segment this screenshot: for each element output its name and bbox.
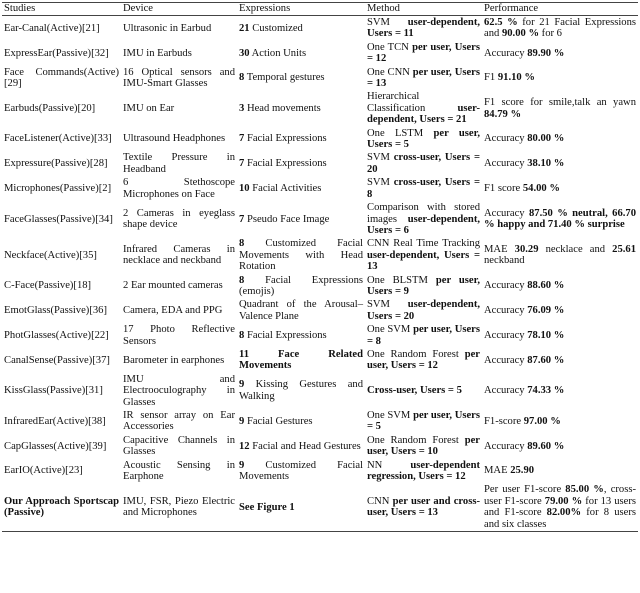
table-row [2, 16, 638, 41]
cell-device [121, 483, 237, 531]
text: Facial and Head Gestures [249, 440, 361, 452]
cell-performance [482, 16, 638, 41]
text: One SVM [367, 324, 414, 336]
header-expressions: Expressions [237, 3, 365, 16]
text: MAE [484, 244, 515, 256]
text: for 6 [539, 28, 562, 40]
bold-text: per user, Users = 9 [367, 274, 480, 297]
text: ExpressEar(Passive)[32] [4, 47, 109, 59]
text: Customized [249, 22, 303, 34]
cell-expressions [237, 373, 365, 409]
cell-method [365, 176, 482, 201]
cell-expressions [237, 16, 365, 41]
cell-performance [482, 323, 638, 348]
cell-studies [2, 348, 121, 373]
header-row [2, 3, 638, 16]
cell-performance [482, 151, 638, 176]
text: One Random Forest [367, 348, 465, 360]
text: Capacitive Channels in Glasses [123, 434, 235, 458]
bold-text: per user, Users = 5 [367, 127, 480, 151]
bold-text: cross-user, Users = 8 [367, 177, 480, 200]
text: EmotGlass(Passive)[36] [4, 305, 107, 317]
cell-studies [2, 323, 121, 348]
cell-device [121, 176, 237, 201]
cell-expressions [237, 151, 365, 176]
cell-device [121, 459, 237, 484]
text: Accuracy [484, 354, 528, 366]
bold-text: user-dependent, Users = 6 [367, 213, 480, 236]
text: 16 Optical sensors and IMU-Smart Glasses [123, 66, 235, 90]
table-row [2, 66, 638, 91]
text: Accuracy [484, 207, 529, 219]
bold-text: 8 [239, 238, 245, 250]
bold-text: 9 [239, 415, 245, 427]
text: Customized Facial Movements with Head Rotation [239, 238, 363, 273]
cell-expressions [237, 237, 365, 273]
cell-method [365, 459, 482, 484]
text: One TCN [367, 41, 413, 53]
cell-studies [2, 151, 121, 176]
bold-text: 74.33 % [527, 385, 565, 397]
text: One Random Forest [367, 434, 465, 446]
text: One LSTM [367, 127, 434, 139]
table-row [2, 298, 638, 323]
text: Facial Expressions (emojis) [239, 274, 363, 297]
bold-text: 11 Face Related Movements [239, 348, 363, 372]
bold-text: 90.00 % [501, 28, 540, 40]
cell-device [121, 127, 237, 152]
bold-text: 10 [239, 182, 250, 194]
cell-performance [482, 459, 638, 484]
cell-device [121, 434, 237, 459]
cell-studies [2, 274, 121, 299]
cell-method [365, 237, 482, 273]
text: Accuracy [484, 385, 528, 397]
text: 17 Photo Reflective Sensors [123, 324, 235, 347]
bold-text: per user, Users = 13 [367, 66, 480, 90]
bold-text: 76.09 % [527, 305, 565, 317]
text: C-Face(Passive)[18] [4, 280, 92, 292]
text: One BLSTM [367, 274, 436, 286]
cell-performance [482, 237, 638, 273]
cell-method [365, 16, 482, 41]
bold-text: 8 [239, 72, 245, 84]
table-body [2, 16, 638, 532]
bold-text: 8 [239, 329, 245, 341]
text: Ear-Canal(Active)[21] [4, 22, 100, 34]
text: necklace and [538, 244, 613, 256]
cell-method [365, 90, 482, 126]
bold-text: 38.10 % [527, 158, 565, 170]
text: IMU in Earbuds [123, 47, 192, 59]
table-row [2, 127, 638, 152]
text: CNN Real Time Tracking [367, 238, 480, 250]
bold-text: 79.00 % [544, 495, 583, 507]
bold-text: 7 [239, 158, 245, 170]
header-studies: Studies [2, 3, 121, 16]
cell-performance [482, 483, 638, 531]
bold-text: user-dependent, Users = 13 [367, 249, 480, 273]
text: , cross-user F1-score [484, 484, 636, 507]
bold-text: 30.29 [514, 244, 539, 256]
bold-text: 54.00 % [522, 182, 560, 194]
bold-text: user-dependent, Users = 11 [367, 17, 480, 40]
cell-device [121, 409, 237, 434]
cell-studies [2, 434, 121, 459]
bold-text: 25.90 [510, 465, 535, 477]
cell-performance [482, 176, 638, 201]
text: for 13 users and F1-score [484, 495, 636, 519]
text: Ultrasound Headphones [123, 133, 226, 145]
text: Infrared Cameras in necklace and neckband [123, 244, 235, 267]
text: 2 Ear mounted cameras [123, 280, 223, 292]
table-row [2, 151, 638, 176]
text: F1 score [484, 182, 523, 194]
text: Accuracy [484, 133, 528, 145]
comparison-table [2, 2, 638, 532]
bold-text: 9 [239, 379, 245, 391]
cell-device [121, 151, 237, 176]
bold-text: 8 [239, 274, 245, 286]
table-row [2, 434, 638, 459]
text: 2 Cameras in eyeglass shape device [123, 207, 235, 231]
cell-studies [2, 409, 121, 434]
bold-text: per user, Users = 5 [367, 410, 480, 433]
cell-studies [2, 127, 121, 152]
cell-method [365, 127, 482, 152]
bold-text: 88.60 % [527, 280, 565, 292]
table-row [2, 409, 638, 434]
text: 6 Stethoscope Microphones on Face [123, 177, 235, 200]
text: Customized Facial Movements [239, 459, 363, 483]
cell-method [365, 298, 482, 323]
cell-expressions [237, 274, 365, 299]
bold-text: 30 [239, 47, 250, 59]
bold-text: cross-user, Users = 20 [367, 152, 480, 175]
text: Accuracy [484, 305, 528, 317]
table-row [2, 176, 638, 201]
cell-studies [2, 16, 121, 41]
bold-text: 7 [239, 133, 245, 145]
text: CanalSense(Passive)[37] [4, 354, 110, 366]
cell-studies [2, 66, 121, 91]
bold-text: 9 [239, 459, 245, 471]
table-row [2, 373, 638, 409]
text: Accuracy [484, 440, 528, 452]
bold-text: user-dependent, Users = 21 [367, 102, 480, 126]
table-row [2, 201, 638, 237]
text: Facial Expressions [244, 133, 327, 145]
cell-expressions [237, 90, 365, 126]
cell-device [121, 323, 237, 348]
bold-text: 87.50 % neutral, 66.70 % happy and 71.40 % surprise [484, 207, 636, 231]
bold-text: Our Approach Sportscap (Passive) [4, 495, 119, 519]
text: CNN [367, 495, 393, 507]
text: SVM [367, 177, 394, 189]
bold-text: 91.10 % [497, 72, 535, 84]
text: Textile Pressure in Headband [123, 152, 235, 175]
cell-performance [482, 41, 638, 66]
text: IMU, FSR, Piezo Electric and Microphones [123, 495, 235, 519]
bold-text: 87.60 % [527, 354, 565, 366]
cell-studies [2, 90, 121, 126]
text: Accuracy [484, 158, 528, 170]
text: neckband [484, 255, 525, 267]
text: Neckface(Active)[35] [4, 249, 97, 261]
cell-method [365, 409, 482, 434]
cell-method [365, 373, 482, 409]
bold-text: 82.00% [546, 507, 582, 519]
bold-text: 78.10 % [527, 329, 565, 341]
bold-text: user-dependent, Users = 20 [367, 299, 480, 322]
cell-expressions [237, 41, 365, 66]
text: IR sensor array on Ear Accessories [123, 410, 235, 433]
cell-performance [482, 274, 638, 299]
table-row [2, 348, 638, 373]
cell-performance [482, 201, 638, 237]
table-row [2, 323, 638, 348]
cell-method [365, 348, 482, 373]
text: Barometer in earphones [123, 354, 225, 366]
cell-performance [482, 127, 638, 152]
cell-method [365, 41, 482, 66]
cell-method [365, 201, 482, 237]
text: Accuracy [484, 47, 528, 59]
bold-text: 7 [239, 213, 245, 225]
cell-expressions [237, 176, 365, 201]
text: Ultrasonic in Earbud [123, 22, 212, 34]
cell-performance [482, 298, 638, 323]
header-performance: Performance [482, 3, 638, 16]
cell-device [121, 90, 237, 126]
cell-performance [482, 409, 638, 434]
cell-device [121, 298, 237, 323]
table-row [2, 459, 638, 484]
text: FaceGlasses(Passive)[34] [4, 213, 113, 225]
cell-performance [482, 373, 638, 409]
cell-method [365, 66, 482, 91]
bold-text: 97.00 % [523, 415, 561, 427]
text: Facial Gestures [244, 415, 313, 427]
bold-text: 89.60 % [527, 440, 565, 452]
text: Facial Expressions [244, 158, 327, 170]
cell-device [121, 237, 237, 273]
cell-method [365, 434, 482, 459]
text: SVM [367, 299, 408, 311]
bold-text: 62.5 % [484, 17, 518, 28]
cell-method [365, 274, 482, 299]
bold-text: Cross-user, Users = 5 [367, 385, 462, 397]
bold-text: user-dependent regression, Users = 12 [367, 459, 480, 483]
text: for 8 users and six classes [484, 507, 636, 530]
text: SVM [367, 17, 408, 28]
text: Face Commands(Active)[29] [4, 66, 119, 90]
text: for 21 Facial Expressions and [484, 17, 637, 40]
text: IMU on Ear [123, 102, 175, 114]
table-row [2, 237, 638, 273]
bold-text: 80.00 % [527, 133, 565, 145]
text: Earbuds(Passive)[20] [4, 102, 96, 114]
text: Head movements [244, 102, 321, 114]
bold-text: per user, Users = 12 [367, 41, 480, 65]
cell-performance [482, 348, 638, 373]
cell-studies [2, 237, 121, 273]
cell-method [365, 151, 482, 176]
cell-method [365, 483, 482, 531]
bold-text: 3 [239, 102, 245, 114]
bold-text: per user, Users = 10 [367, 434, 480, 458]
header-method: Method [365, 3, 482, 16]
cell-studies [2, 41, 121, 66]
cell-device [121, 274, 237, 299]
cell-device [121, 66, 237, 91]
cell-studies [2, 483, 121, 531]
text: InfraredEar(Active)[38] [4, 415, 106, 427]
cell-method [365, 323, 482, 348]
table-row [2, 41, 638, 66]
cell-device [121, 16, 237, 41]
cell-performance [482, 90, 638, 126]
bold-text: 12 [239, 440, 250, 452]
bold-text: See Figure 1 [239, 501, 295, 513]
table-row [2, 274, 638, 299]
cell-expressions [237, 348, 365, 373]
text: FaceListener(Active)[33] [4, 133, 112, 145]
header-device: Device [121, 3, 237, 16]
cell-studies [2, 459, 121, 484]
cell-studies [2, 373, 121, 409]
text: KissGlass(Passive)[31] [4, 385, 103, 397]
text: Hierarchical Classification [367, 91, 458, 114]
cell-device [121, 373, 237, 409]
text: Pseudo Face Image [244, 213, 330, 225]
cell-expressions [237, 483, 365, 531]
text: F1-score [484, 415, 524, 427]
cell-expressions [237, 66, 365, 91]
text: PhotGlasses(Active)[22] [4, 329, 109, 341]
bold-text: 25.61 [612, 244, 636, 256]
text: F1 [484, 72, 498, 84]
cell-expressions [237, 434, 365, 459]
cell-expressions [237, 323, 365, 348]
cell-studies [2, 201, 121, 237]
text: Action Units [249, 47, 307, 59]
text: Acoustic Sensing in Earphone [123, 459, 235, 483]
text: NN [367, 459, 411, 471]
cell-performance [482, 434, 638, 459]
text: Accuracy [484, 329, 528, 341]
table-row [2, 90, 638, 126]
text: Accuracy [484, 280, 528, 292]
text: Comparison with stored images [367, 202, 480, 225]
cell-device [121, 348, 237, 373]
text: IMU and Electrooculography in Glasses [123, 373, 235, 408]
text: Kissing Gestures and Walking [239, 379, 363, 402]
bold-text: per user, Users = 8 [367, 324, 480, 347]
cell-expressions [237, 409, 365, 434]
bold-text: 85.00 % [565, 484, 604, 496]
cell-performance [482, 66, 638, 91]
text: MAE [484, 465, 511, 477]
cell-expressions [237, 127, 365, 152]
text: One SVM [367, 410, 414, 421]
text: Per user F1-score [484, 484, 566, 496]
bold-text: 84.79 % [484, 108, 522, 120]
text: F1 score for smile,talk an yawn [484, 97, 636, 109]
cell-expressions [237, 298, 365, 323]
text: Facial Expressions [244, 329, 327, 341]
table-row [2, 483, 638, 531]
text: Temporal gestures [244, 72, 325, 84]
cell-studies [2, 176, 121, 201]
text: Microphones(Passive)[2] [4, 182, 112, 194]
bold-text: per user and cross-user, Users = 13 [367, 495, 481, 519]
cell-studies [2, 298, 121, 323]
cell-device [121, 201, 237, 237]
text: Quadrant of the Arousal–Valence Plane [239, 299, 363, 322]
text: Camera, EDA and PPG [123, 305, 223, 317]
text: EarIO(Active)[23] [4, 465, 83, 477]
cell-expressions [237, 459, 365, 484]
bold-text: per user, Users = 12 [367, 348, 480, 372]
cell-expressions [237, 201, 365, 237]
bold-text: 21 [239, 22, 250, 34]
cell-device [121, 41, 237, 66]
text: One CNN [367, 66, 413, 78]
bold-text: 89.90 % [527, 47, 565, 59]
text: SVM [367, 152, 394, 164]
text: Expressure(Passive)[28] [4, 158, 108, 170]
text: CapGlasses(Active)[39] [4, 440, 107, 452]
text: Facial Activities [249, 182, 322, 194]
